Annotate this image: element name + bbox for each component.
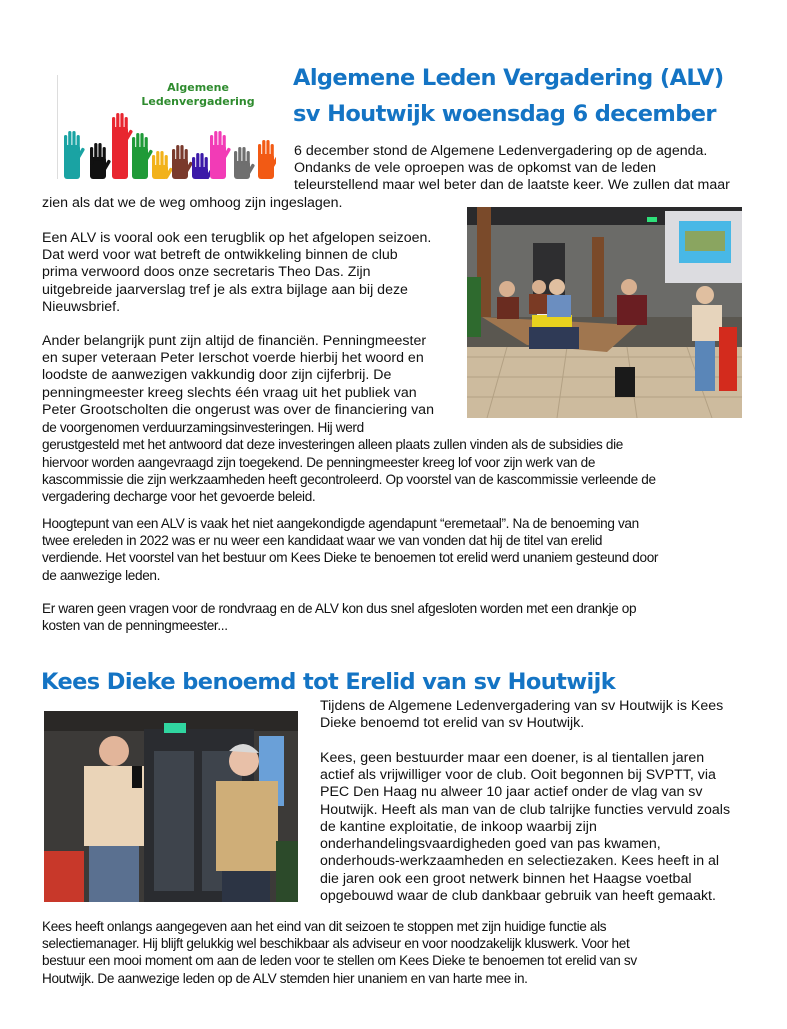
intro-line: 6 december stond de Algemene Ledenvergadering op de agenda.	[294, 143, 708, 159]
paragraph-line: Ander belangrijk punt zijn altijd de financiën. Penningmeester	[42, 333, 427, 349]
article1-title-line2: sv Houtwijk woensdag 6 december	[293, 101, 716, 127]
paragraph-line: actief als vrijwilliger voor de club. Ooit begonnen bij SVPTT, via	[320, 767, 716, 783]
paragraph-line: Dat werd voor wat betreft de ontwikkeling binnen de club	[42, 247, 398, 263]
paragraph-line: die jaren ook een groot netwerk binnen het Haagse voetbal	[320, 871, 692, 887]
paragraph-line: uitgebreide jaarverslag tref je als extra bijlage aan bij deze	[42, 282, 408, 298]
paragraph-line: kosten van de penningmeester...	[42, 618, 228, 633]
alv-logo-image	[57, 75, 276, 179]
paragraph-line: PEC Den Haag nu alweer 10 jaar actief onder de vlag van sv	[320, 784, 703, 800]
paragraph-line: Kees heeft onlangs aangegeven aan het eind van dit seizoen te stoppen met zijn huidige functie als	[42, 919, 607, 934]
paragraph-line: Hoogtepunt van een ALV is vaak het niet aangekondigde agendapunt “eremetaal”. Na de benoeming van	[42, 516, 639, 531]
hand-icon	[64, 131, 85, 179]
paragraph-line: prima verwoord doos onze secretaris Theo Das. Zijn	[42, 264, 371, 280]
logo-text-line1: Algemene	[167, 81, 229, 94]
paragraph-line: de kantine exploitatie, de inkoop waarbij zijn	[320, 819, 597, 835]
paragraph-line: loodste de aanwezigen vakkundig door zijn cijferbrij. De	[42, 367, 392, 383]
paragraph-line: de voorgenomen verduurzamingsinvesteringen. Hij werd	[42, 420, 364, 435]
paragraph-line: de aanwezige leden.	[42, 568, 161, 583]
hand-icon	[258, 140, 276, 179]
article1-title-line1: Algemene Leden Vergadering (ALV)	[293, 65, 724, 91]
paragraph-line: Peter Grootscholten die ongerust was over de financiering van	[42, 402, 434, 418]
paragraph-line: gerustgesteld met het antwoord dat deze investeringen alleen plaats zullen vinden als de subsidies die	[42, 437, 623, 452]
logo-text-line2: Ledenvergadering	[141, 95, 255, 108]
hand-icon	[192, 153, 213, 179]
intro-line: Ondanks de vele oproepen was de opkomst van de leden	[294, 160, 657, 176]
hand-icon	[172, 145, 193, 179]
paragraph-line: verdiende. Het voorstel van het bestuur om Kees Dieke te benoemen tot erelid werd unaniem gesteund door	[42, 550, 659, 565]
paragraph-line: Nieuwsbrief.	[42, 299, 121, 315]
paragraph-line: Tijdens de Algemene Ledenvergadering van sv Houtwijk is Kees	[320, 698, 724, 714]
paragraph-line: bestuur een mooi moment om aan de leden voor te stellen om Kees Dieke te benoemen tot erelid van sv	[42, 953, 637, 968]
paragraph-line: Houtwijk. De aanwezige leden op de ALV stemden hier unaniem en van harte mee in.	[42, 971, 528, 986]
hand-icon	[152, 151, 173, 179]
hand-icon	[112, 113, 133, 179]
paragraph-line: Dieke benoemd tot erelid van sv Houtwijk.	[320, 715, 585, 731]
kees-dieke-photo	[44, 711, 298, 902]
article2-title: Kees Dieke benoemd tot Erelid van sv Houtwijk	[41, 669, 616, 695]
paragraph-line: Er waren geen vragen voor de rondvraag en de ALV kon dus snel afgesloten worden met een drankje op	[42, 601, 637, 616]
paragraph-line: kascommissie die zijn werkzaamheden heeft gecontroleerd. Op voorstel van de kascommissie verleende de	[42, 472, 656, 487]
hand-icon	[210, 131, 231, 179]
paragraph-line: Kees, geen bestuurder maar een doener, is al tientallen jaren	[320, 750, 705, 766]
hand-icon	[90, 143, 111, 179]
intro-line: zien als dat we de weg omhoog zijn ingeslagen.	[42, 195, 343, 211]
paragraph-line: opgebouwd waar de club dankbaar gebruik van heeft gemaakt.	[320, 888, 716, 904]
paragraph-line: selectiemanager. Hij blijft gelukkig wel beschikbaar als adviseur en voor noodzakelijk kluswerk. Voor het	[42, 936, 630, 951]
raised-hands-illustration	[58, 75, 276, 179]
paragraph-line: hiervoor worden aangevraagd zijn toegekend. De penningmeester kreeg lof voor zijn werk van de	[42, 455, 596, 470]
paragraph-line: twee ereleden in 2022 was er nu weer een kandidaat waar we van vonden dat hij de titel van erelid	[42, 533, 603, 548]
paragraph-line: onderhandelingsvaardigheden goed van pas kwamen,	[320, 836, 661, 852]
paragraph-line: Een ALV is vooral ook een terugblik op het afgelopen seizoen.	[42, 230, 432, 246]
paragraph-line: Houtwijk. Heeft als man van de club talrijke functies vervuld zoals	[320, 802, 731, 818]
meeting-photo	[467, 207, 742, 418]
hand-icon	[234, 147, 255, 179]
hand-icon	[132, 133, 153, 179]
paragraph-line: en super veteraan Peter Ierschot voerde hierbij het woord en	[42, 350, 424, 366]
paragraph-line: penningmeester kreeg slechts één vraag uit het publiek van	[42, 385, 417, 401]
intro-line: teleurstellend maar wel beter dan de laatste keer. We zullen dat maar	[294, 177, 730, 193]
paragraph-line: vergadering decharge voor het gevoerde beleid.	[42, 489, 316, 504]
paragraph-line: onderhouds-werkzaamheden en selectiezaken. Kees heeft in al	[320, 853, 720, 869]
